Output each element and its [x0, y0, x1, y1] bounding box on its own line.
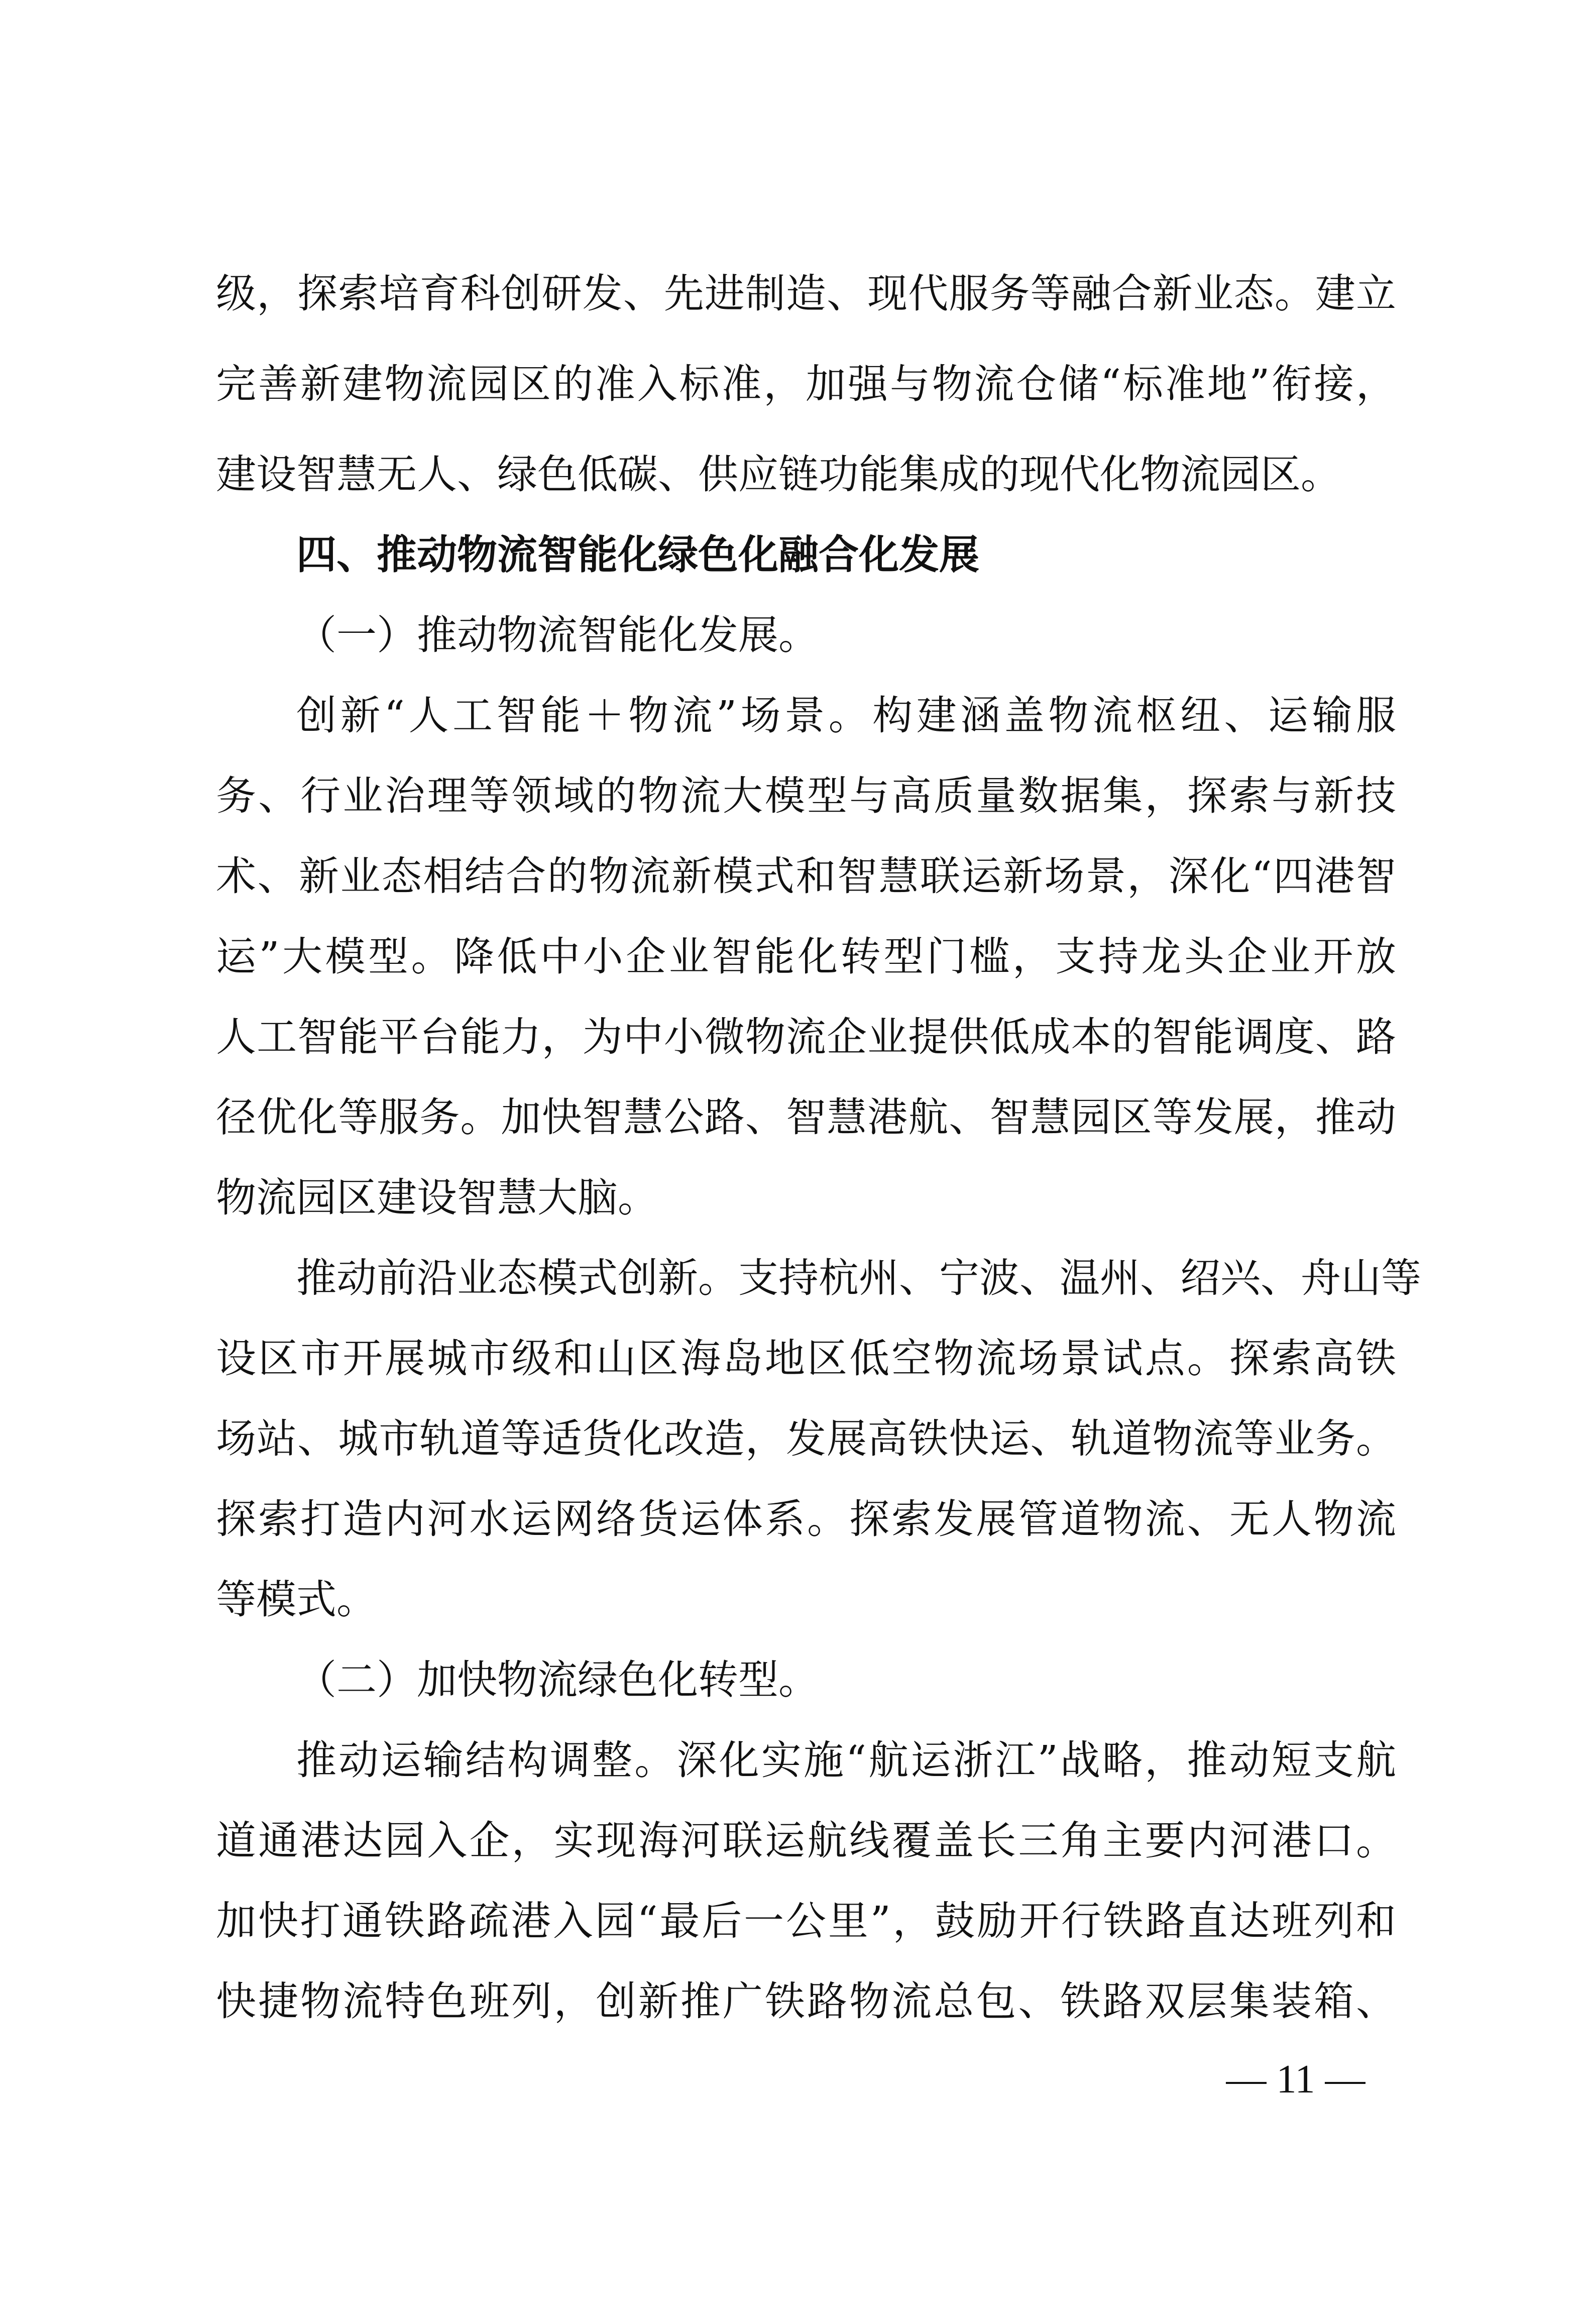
body-text-line: 道通港达园入企，实现海河联运航线覆盖长三角主要内河港口。	[216, 1817, 1396, 1864]
body-text-line: 场站、城市轨道等适货化改造，发展高铁快运、轨道物流等业务。	[216, 1415, 1396, 1462]
body-text-line: 推动前沿业态模式创新。支持杭州、宁波、温州、绍兴、舟山等	[296, 1255, 1421, 1301]
body-text-line: 创新“人工智能＋物流”场景。构建涵盖物流枢纽、运输服	[296, 692, 1396, 739]
body-text-line: 探索打造内河水运网络货运体系。探索发展管道物流、无人物流	[216, 1496, 1396, 1542]
body-text-line: 级，探索培育科创研发、先进制造、现代服务等融合新业态。建立	[216, 270, 1396, 317]
body-text-line: 加快打通铁路疏港入园“最后一公里”，鼓励开行铁路直达班列和	[216, 1898, 1396, 1944]
body-text-line: 运”大模型。降低中小企业智能化转型门槛，支持龙头企业开放	[216, 933, 1396, 980]
body-text-line: 设区市开展城市级和山区海岛地区低空物流场景试点。探索高铁	[216, 1335, 1396, 1382]
body-text-line: 建设智慧无人、绿色低碳、供应链功能集成的现代化物流园区。	[216, 451, 1341, 498]
body-text-line: 术、新业态相结合的物流新模式和智慧联运新场景，深化“四港智	[216, 853, 1396, 900]
subsection-heading: （一）推动物流智能化发展。	[296, 612, 819, 658]
page-number: — 11 —	[1226, 2057, 1365, 2102]
subsection-heading: （二）加快物流绿色化转型。	[296, 1657, 819, 1703]
body-text-line: 等模式。	[216, 1576, 377, 1623]
body-text-line: 物流园区建设智慧大脑。	[216, 1174, 658, 1221]
body-text-line: 径优化等服务。加快智慧公路、智慧港航、智慧园区等发展，推动	[216, 1094, 1396, 1141]
body-text-line: 推动运输结构调整。深化实施“航运浙江”战略，推动短支航	[296, 1737, 1396, 1784]
body-text-line: 务、行业治理等领域的物流大模型与高质量数据集，探索与新技	[216, 772, 1396, 819]
body-text-line: 人工智能平台能力，为中小微物流企业提供低成本的智能调度、路	[216, 1014, 1396, 1060]
body-text-line: 完善新建物流园区的准入标准，加强与物流仓储“标准地”衔接，	[216, 361, 1396, 407]
body-text-line: 快捷物流特色班列，创新推广铁路物流总包、铁路双层集装箱、	[216, 1978, 1396, 2025]
section-heading: 四、推动物流智能化绿色化融合化发展	[296, 531, 979, 578]
